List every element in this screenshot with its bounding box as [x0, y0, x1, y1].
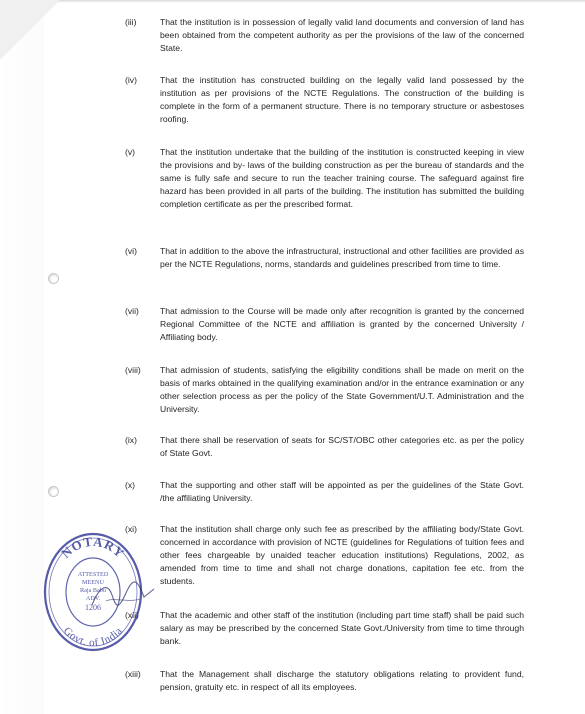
clause-text: That admission to the Course will be made only after recognition is granted by the concerned Regional Committee of the NCTE and affiliation is granted by the concerned University / Affiliating body. — [160, 306, 524, 343]
page-corner-fold — [0, 0, 60, 60]
clause-number: (x) — [125, 480, 136, 490]
clause-text: That the supporting and other staff will be appointed as per the guidelines of the State Govt. /the affiliating University. — [160, 480, 524, 504]
clause-number: (viii) — [125, 365, 141, 375]
clause-text: That the institution is in possession of legally valid land documents and conversion of land has been obtained from the competent authority as per the provisions of the law of the concerned State. — [160, 17, 524, 54]
clause-number: (vi) — [125, 246, 137, 256]
stamp-inner-line-3: Raja Babu — [80, 587, 106, 594]
page-edge-shading — [0, 0, 44, 714]
stamp-inner-line-2: MEENU — [82, 579, 104, 586]
handwritten-signature — [85, 575, 158, 615]
stamp-inner-line-1: ATTESTED — [77, 571, 109, 578]
clause-number: (xiii) — [125, 669, 141, 679]
clause-text: That the institution has constructed building on the legally valid land possessed by the institution as per provisions of the NCTE Regulations. The construction of the building is complete in the form of a permanent structure. There is no temporary structure or asbestoses roofing. — [160, 75, 524, 125]
clause-number: (ix) — [125, 435, 137, 445]
punch-hole-bottom — [48, 486, 59, 497]
clause-number: (xii) — [125, 610, 139, 620]
clause-number: (xi) — [125, 524, 137, 534]
clause-text: That the institution shall charge only such fee as prescribed by the affiliating body/State Govt. concerned in accordance with provision of NCTE (guidelines for Regulations of tuition fees and other fees chargeable by unaided teacher education institutions) Regulations, 2002, as amended from time to time and shall not charge donations, capitation fee etc. from the students. — [160, 524, 524, 587]
clause-number: (v) — [125, 147, 136, 157]
stamp-inner-line-5: 1206 — [85, 603, 101, 612]
clause-text: That there shall be reservation of seats for SC/ST/OBC other categories etc. as per the policy of State Govt. — [160, 435, 524, 459]
stamp-inner-line-4: ADV. — [85, 595, 101, 602]
clause-text: That the academic and other staff of the institution (including part time staff) shall be paid such salary as may be prescribed by the concerned State Govt./University from time to time through bank. — [160, 610, 524, 647]
clause-text: That the Management shall discharge the statutory obligations relating to provident fund, pension, gratuity etc. in respect of all its employees. — [160, 669, 524, 693]
clause-number: (iii) — [125, 17, 137, 27]
punch-hole-top — [48, 273, 59, 284]
stamp-top-text: NOTARY — [58, 533, 128, 562]
clause-number: (iv) — [125, 75, 137, 85]
page-top-shading — [0, 0, 585, 3]
stamp-bottom-text: Govt. of India — [60, 624, 126, 650]
clause-number: (vii) — [125, 306, 139, 316]
clause-text: That in addition to the above the infrastructural, instructional and other facilities are provided as per the NCTE Regulations, norms, standards and guidelines prescribed from time to time. — [160, 246, 524, 270]
clause-text: That admission of students, satisfying the eligibility conditions shall be made on merit on the basis of marks obtained in the qualifying examination and/or in the entrance examination or any other selection process as per the policy of the State Government/U.T. Administration and the University. — [160, 365, 524, 415]
svg-text:Govt. of India — [61, 625, 125, 649]
clause-text: That the institution undertake that the building of the institution is constructed keeping in view the provisions and by- laws of the building construction as per the bureau of standards and the same is fully safe and secure to run the teacher training course. The safeguard against fire hazard has been provided in all parts of the building. The institution has submitted the building completion certificate as per the prescribed format. — [160, 147, 524, 210]
